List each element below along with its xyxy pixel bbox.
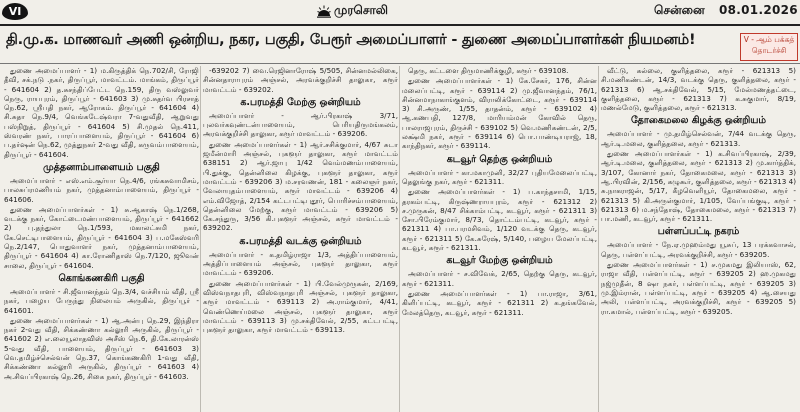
continuation-note-line: தொடர்ச்சி — [751, 46, 787, 55]
paragraph: அமைப்பாளர் - எஸ்.எம்.சூர்யா நெ.4/6, ரங்கசுவாமிசம், பாலசுப்ரமணியம் நகர், முத்தனாம்பாளையம், திருப்பூர் - 641606. — [4, 175, 199, 204]
section-heading: பள்ளப்பட்டி நகரம் — [657, 226, 740, 238]
paragraph: அமைப்பாளர் - சி.ஜீவானந்தம் நெ.3/4, வச்சியம் வீதி, ஸ்ரீ நகர், பழைய பேருந்து நிலையம் அருகில், திருப்பூர் - 641601. — [4, 286, 199, 315]
continuation-note-line: V - ஆம் பக்கத் — [743, 35, 795, 44]
paragraph: அமைப்பாளர் - கா.மகாமுனி, 32/27 புதியமேலைப்பட்டி, தெலுங்கு நகர், கரூர் - 621311. — [402, 167, 597, 186]
paragraph: அமைப்பாளர் - ஆர்.பிரகாஷ் 3/71, புலவர்கவுண்டன்பாளையம், பெரியதிருமங்கலம், அரவக்குறிச்சி தாலுகா, கரூர் மாவட்டம் - 639206. — [203, 110, 398, 139]
section-heading: க.பரமத்தி மேற்கு ஒன்றியம் — [240, 96, 361, 108]
section-heading: தோகைமலை கிழக்கு ஒன்றியம் — [630, 115, 767, 127]
edition-city: சென்னை — [654, 3, 705, 17]
paragraph: துணை அமைப்பாளர் - 1) ம.கிருத்திக் நெ.702/சி, ரோஜி தீவி, சக்.நடு .நகர், திருப்பூர், மாவட்டம். மாங்கம், திருப்பூர் - 641604 2) த.சுசந்திப்பேட்ட நெ.159, திரு வஸ்லுவர் நெரு, ராயபுரம், திருப்பூர் - 641603 3) மு.சுதர்வ பிரசாத் நெ.62, ஸ்ரீபதி நகர், ஆரோகம். திருப்பூர் - 641604 4) சி.சுதா நெ.9/4, வெங்கடேஷ்வரா 7-வதுவீதி, ஆறுவது பஸ்நிறுத், திருப்பூர் - 641604 5) சி.முதல் நெ.411, ஸ்வரண் நகர், பாரப்பாளையம், திருப்பூர் - 641604 6) ப.தர்ஷன் நெ.62, முத்துநகர் 2-வது வீதி, கருவம்பாளையம், திருப்பூர் - 641604. — [4, 66, 199, 159]
text-column — [4, 66, 199, 412]
column-divider — [200, 66, 201, 412]
paper-name: முரசொலி — [334, 3, 388, 17]
masthead — [0, 0, 800, 26]
headline-rule — [0, 63, 800, 64]
edition-date: 08.01.2026 — [719, 3, 798, 17]
paragraph: அமைப்பாளர் - நே.ஏ.முஹம்மது யூசுப், 13 பரக்கவாசல், தெரு, பள்ளப்பட்டி, அரவக்குறிச்சி, கரூர் - 639205. — [601, 240, 796, 259]
text-column — [203, 66, 398, 412]
paragraph: தெரு, கட்டளை திருமாணிக்குழி, கரூர் - 639108. — [408, 66, 569, 75]
text-column — [601, 66, 796, 412]
page-number: VI — [2, 3, 28, 20]
paragraph: துணை அமைப்பாளர்கள் - 1) பா.ராஜா, 3/61, கிளிப்பட்டி, கடவூர், கரூர் - 621311 2) க.தங்கவேல், மேலத்தெரு, கடவூர், கரூர் - 621311. — [402, 288, 597, 317]
rising-sun-icon — [317, 5, 331, 18]
article-headline: தி.மு.க. மாணவர் அணி ஒன்றிய, நகர, பகுதி, பேரூர் அமைப்பாளர் - துணை அமைப்பாளர்கள் நியமனம்! — [6, 32, 696, 48]
paragraph: துணை அமைப்பாளர்கள் - 1) ச.முகமது இலியாஸ், 62, ராஜா வீதி, பள்ளப்பட்டி, கரூர் - 639205 2) ஹ.முகமது நஜ்முதீன், 8 ஷா நகர், பள்ளப்பட்டி, கரூர் - 639205 3) மு.இம்ரான், பள்ளப்பட்டி, கரூர் - 639205 4) ஆ.சையது அலி, பள்ளப்பட்டி, அரவக்குறிச்சி, கரூர் - 639205 5) ரா.கமால், பள்ளப்பட்டி, கரூர் - 639205. — [601, 260, 796, 316]
paragraph: துணை அமைப்பாளர்கள் - 1) பி.வேல்முருகன், 2/169, விஸ்வநாதபுரி, விஸ்வநாதபுரி அஞ்சல், புகளூர் தாலுகா, கரூர் மாவட்டம் - 639113 2) அ.ராம்குமார், 4/41, வெண்ணெய்மலை அஞ்சல், புகளூர் தாலுகா, கரூர் மாவட்டம் - 639113 3) மு.சக்திவேல், 2/55, கட்டபட்டி, புகளூர் தாலுகா, கரூர் மாவட்டம் - 639113. — [203, 278, 398, 335]
section-heading: கொங்கணகிரி பகுதி — [58, 272, 145, 284]
section-heading: கடவூர் மேற்கு ஒன்றியம் — [446, 255, 553, 267]
paragraph: துணை அமைப்பாளர்கள் - 1) க.சிவப்பிரகாஷ், 2/39, ஆர்.டி.மலை, குளித்தலை, கரூர் - 621313 2) மு.கார்த்திக், 3/107, கோனார் நகர், தோகைமலை, கரூர் - 621313 3) ஆ.பிரவின், 2/156, கழுகூர், குளித்தலை, கரூர் - 621313 4) சு.நாகராஜன், 5/17, கீழவெளியூர், தோகைமலை, கரூர் - 621313 5) கி.அருள்குமார், 1/105, வேப்பங்குடி, கரூர் - 621313 6) ம.சந்தோஷ், தோகைமலை, கரூர் - 621313 7) பா.மணி, கடவூர், கரூர் - 621311. — [601, 149, 796, 224]
paragraph: துணை அமைப்பாளர்கள் - 1) கே.சேகர், 176, சின்ன மலைப்பட்டி, கரூர் - 639114 2) மு.ஜீவானந்தம், 76/1, சின்னமாநாகாங்குளம், விராலிக்கோட்டை, கரூர் - 639114 3) சி.அருண், 1/55, தாதன்ம், கரூர் - 639102 4) ஆ.கணபதி, 127/8, மாரியம்மன் கோவில் தெரு, பாலராஜபுரம், திருச்சி - 639102 5) வெ.மணிகண்டன், 2/5, லக்ஷ்மி நகர், கரூர் - 639114 6) பொ.பாண்டியராஜ், 18, காந்திநகர், கரூர் - 639114. — [402, 76, 597, 151]
paragraph: துணை அமைப்பாளர்கள் - 1) ஆர்.சசிக்குமார், 4/67 சுடா ஜமீன்மாரி அஞ்சல், புகளூர் தாலுகா, கரூர் மாவட்டம் 638151 2) ஆர்.ஜாபு 1/42 வெம்மணம்பாளையம், பி.துக்கு, தென்னிலை கிழக்கு, புகளூர் தாலுகா, கரூர் மாவட்டம் - 639206 3) ம.சரவணன், 181 - கலைஞர் நகர், வேலாயுதம்பாளையம், கரூர் மாவட்டம் - 639206 4) எம்.விஜோத், 2/154 கட்டபட்டிபுதூர், பொரிச்சம்பாளையம், தென்னிலை மேற்கு, கரூர் மாவட்டம் - 639206 5) கே.சந்துரு, 3/56 கி.புகளூர் அஞ்சல், கரூர் மாவட்டம் - 639202. — [203, 139, 398, 233]
continuation-note-box — [740, 33, 798, 61]
section-heading: க.பரமத்தி வடக்கு ஒன்றியம் — [239, 235, 362, 247]
paragraph: -639202 7) வை.ரெஜினாரோஷ் 5/505, சின்னமல்லிகை, சின்னதாராபுரம் அஞ்சல், அரவக்குறிச்சி தாலுகா, கரூர் மாவட்டம் - 639202. — [203, 66, 398, 94]
paragraph: துணை அமைப்பாளர்கள் - 1) ப.காந்தசாமி, 1/15, தரகம்பட்டி, கிருஷ்ணராயபுரம், கரூர் - 621312 2) ச.முருகன், 8/47 சிக்காம்பட்டி, கடவூர், கரூர் - 621311 3) சோ.பிரேம்குமார், 8/73, தொட்டம்பட்டி, கடவூர், கரூர் - 621311 4) பா.பரமசிவம், 1/120 வடக்கு தெரு, கடவூர், கரூர் - 621311 5) கே.சுரேஷ், 5/140, பழைய மேலப்பட்டி, கடவூர், கரூர் - 621311. — [402, 187, 597, 253]
column-divider — [598, 66, 599, 412]
paragraph: அமைப்பாளர் - க.தமிழ்ராஜா 1/3, அத்திப்பாளையம், அத்திப்பாளையம் அஞ்சல், புகளூர் தாலுகா, கரூர் மாவட்டம் - 639206. — [203, 249, 398, 278]
paragraph: துணை அமைப்பாளர்கள் - 1) ஆ.அன்பு நெ.29, இந்திரா நகர் 2-வது வீதி, சிக்கண்ணா கல்லூரி அருகில், திருப்பூர் - 641602 2) எ.லையூலாதவிஸ் அசீஸ் நெ.6, தி.கே.லாரன்ஸ் 5-வது வீதி, பாளையம், திருப்பூர் - 641603 3) வெ.தமிழ்ச்செல்வன் நெ.37, கொங்கணகிரி 1-வது வீதி, சிக்கண்ணா கல்லூரி அருகில், திருப்பூர் - 641603 4) அ.சிவப்பிரகாஷ் நெ.26, சிகை நகர், திருப்பூர் - 641603. — [4, 315, 199, 381]
paragraph: வீட்டு, கல்லை, குளித்தலை, கரூர் - 621313 5) சி.மணிகண்டன், 14/3, வடக்கு தெரு, குளித்தலை, கரூர் - 621313 6) ஆ.சக்திவேல், 5/15, மேல்மணத்தட்டை, குளித்தலை, கரூர் - 621313 7) க.சுகுமார், 8/19, மணல்மேடு, குளித்தலை, கரூர் - 621313. — [601, 66, 796, 113]
paragraph: துணை அமைப்பாளர்கள் - 1) சு.ஆகாஷ் நெ.1/268, வடக்கு நகர், கோட்டைமண்பாளையம், திருப்பூர் - 641662 2) பு.தந்துலா நெ.1/593, மகாலட்சுமி நகர், கே.செட்டிபாளையம், திருப்பூர் - 641604 3) ப.மகேஸ்வரி நெ.2/147, பொதுவாளர் நகர், முத்தனாம்பாளையம், திருப்பூர் - 641604 4) கா.ரோணிதாஸ் நெ.7/120, ஜூவன் சாலை, திருப்பூர் - 641604. — [4, 204, 199, 270]
section-heading: முத்தனாம்பாளையம் பகுதி — [43, 161, 160, 173]
paragraph: அமைப்பாளர் - மு.தமிழ்செல்வன், 7/44 வடக்கு தெரு, ஆர்.டி.மலை, குளித்தலை, கரூர் - 621313. — [601, 129, 796, 148]
section-heading: கடவூர் தெற்கு ஒன்றியம் — [446, 153, 553, 165]
headline-banner — [0, 27, 800, 63]
column-divider — [399, 66, 400, 412]
paragraph: அமைப்பாளர் - ச.விவேக், 2/65, தெற்கு தெரு, கடவூர், கரூர் - 621311. — [402, 269, 597, 288]
text-column — [402, 66, 597, 412]
